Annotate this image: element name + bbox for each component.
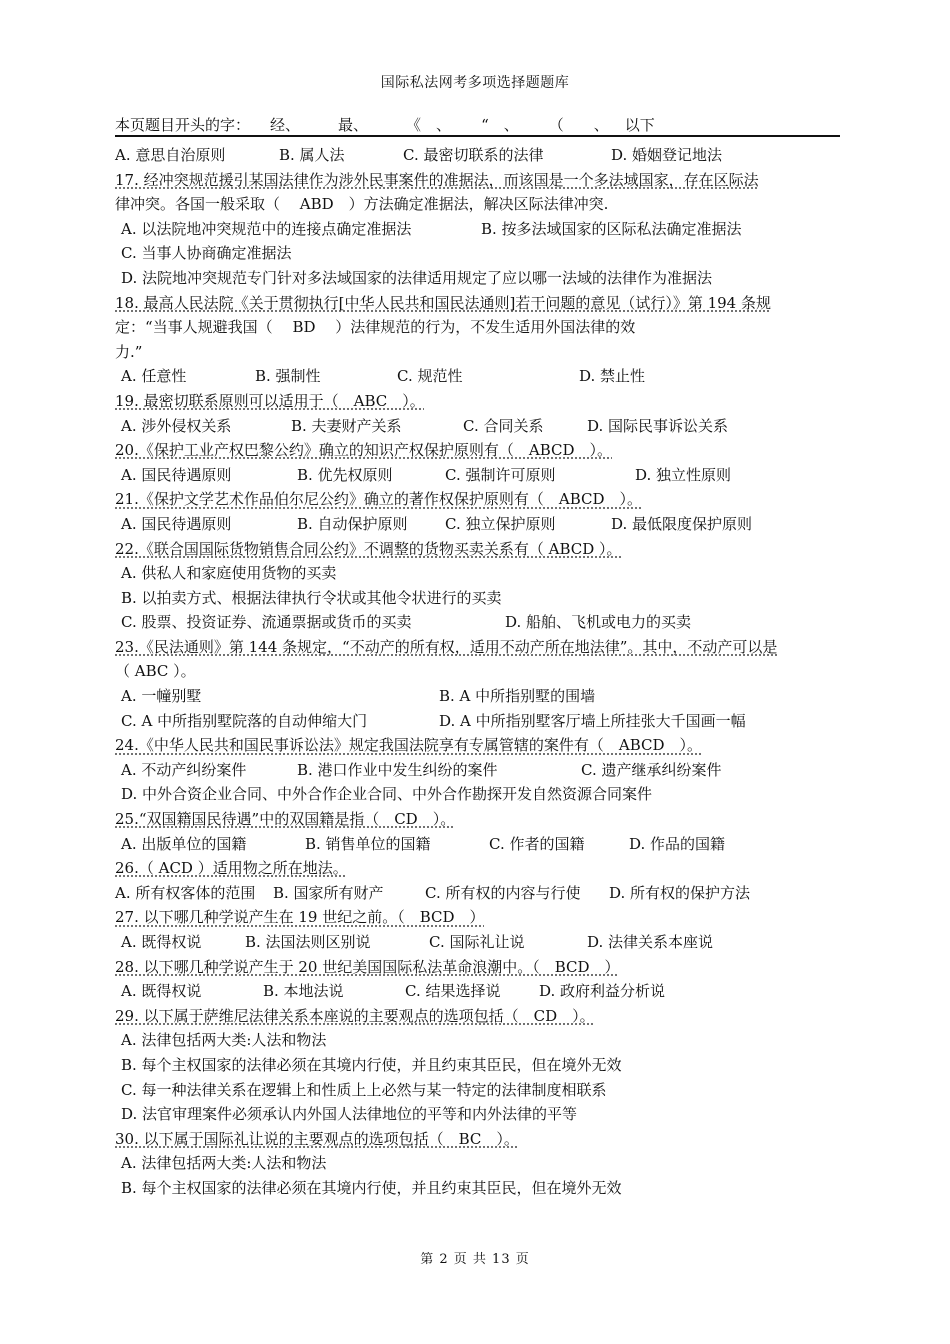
option: B. 夫妻财产关系 [291,416,402,435]
option-row [115,364,840,389]
option: B. 法国法则区别说 [245,933,371,951]
question-24: 24.《中华人民共和国民事诉讼法》规定我国法院享有专属管辖的案件有（ ABCD ）。 [115,736,702,755]
option: C. 独立保护原则 [445,514,556,533]
page-header: 国际私法网考多项选择题题库 [380,75,570,91]
topic-char: （ 、 [548,116,609,134]
option-row [115,881,840,906]
option: D. A 中所指别墅客厅墙上所挂张大千国画一幅 [439,711,746,730]
question-23: 23.《民法通则》第 144 条规定，“不动产的所有权，适用不动产所在地法律”。其中，不动产可以是 [115,637,778,656]
question-19: 19. 最密切联系原则可以适用于（ ABC ）。 [115,391,425,410]
option-row [115,463,840,488]
option: C. A 中所指别墅院落的自动伸缩大门 [121,711,368,730]
option: D. 法律关系本座说 [587,933,714,951]
option: B. 销售单位的国籍 [305,834,431,853]
option-row [115,709,840,734]
option: C. 遗产继承纠纷案件 [581,760,722,779]
option: A. 国民待遇原则 [121,514,232,533]
option: A. 意思自治原则 [115,146,226,164]
option-row [115,512,840,537]
option: C. 所有权的内容与行使 [425,883,581,902]
option: D. 国际民事诉讼关系 [587,416,729,435]
option: B. 港口作业中发生纠纷的案件 [297,760,498,779]
option: A. 国民待遇原则 [121,465,232,484]
option: B. 国家所有财产 [273,883,384,902]
option: A. 涉外侵权关系 [121,416,232,435]
option: D. 所有权的保护方法 [609,883,751,902]
option: C. 每一种法律关系在逻辑上和性质上上必然与某一特定的法律制度相联系 [121,1080,607,1099]
option-row [115,758,840,783]
option: A. 以法院地冲突规范中的连接点确定准据法 [121,219,412,238]
option: D. 船舶、飞机或电力的买卖 [505,613,692,632]
option: A. 不动产纠纷案件 [121,760,247,779]
option: D. 婚姻登记地法 [611,146,723,164]
option: A. 法律包括两大类:人法和物法 [121,1031,327,1050]
option: C. 强制许可原则 [445,465,556,484]
option-row [115,832,840,857]
option: A. 任意性 [121,367,187,386]
option: B. 属人法 [279,146,345,164]
option: A. 所有权客体的范围 [115,883,256,902]
option: C. 国际礼让说 [429,933,525,951]
question-20: 20.《保护工业产权巴黎公约》确立的知识产权保护原则有（ ABCD ）。 [115,441,612,460]
option: B. 每个主权国家的法律必须在其境内行使，并且约束其臣民，但在境外无效 [121,1178,622,1197]
option: A. 一幢别墅 [121,687,202,706]
option: B. 自动保护原则 [297,514,408,533]
option: A. 法律包括两大类:人法和物法 [121,1154,327,1173]
topic-char: 最、 [338,116,369,134]
option: D. 最低限度保护原则 [611,514,753,533]
option: B. 按多法域国家的区际私法确定准据法 [481,219,742,238]
question-17-cont: 律冲突。各国一般采取（ ABD ）方法确定准据法，解决区际法律冲突. [115,195,609,214]
question-21: 21.《保护文学艺术作品伯尔尼公约》确立的著作权保护原则有（ ABCD ）。 [115,490,642,509]
question-28: 28. 以下哪几种学说产生于 20 世纪美国国际私法革命浪潮中。（ BCD ） [115,957,620,976]
option: B. 每个主权国家的法律必须在其境内行使，并且约束其臣民，但在境外无效 [121,1055,622,1074]
topic-char: “ 、 [481,116,519,134]
option-row [115,143,840,168]
topic-bar-label: 本页题目开头的字： [115,116,251,134]
option-row [115,979,840,1004]
question-18: 18. 最高人民法院《关于贯彻执行[中华人民共和国民法通则]若干问题的意见（试行）》第 194 条规 [115,293,771,312]
option: C. 合同关系 [463,416,544,435]
option: D. 中外合资企业合同、中外合作企业合同、中外合作勘探开发自然资源合同案件 [121,785,653,804]
question-27: 27. 以下哪几种学说产生在 19 世纪之前。（ BCD ） [115,908,485,927]
question-29: 29. 以下属于萨维尼法律关系本座说的主要观点的选项包括（ CD ）。 [115,1006,595,1025]
option: D. 独立性原则 [635,465,732,484]
question-22: 22.《联合国国际货物销售合同公约》不调整的货物买卖关系有（ ABCD ）。 [115,539,622,558]
topic-char: 《 、 [406,116,452,134]
option: A. 既得权说 [121,933,202,951]
option: B. 强制性 [255,367,321,386]
question-23-cont: （ ABC ）。 [115,662,196,681]
topic-bar [115,116,840,137]
option: D. 禁止性 [579,367,646,386]
option: D. 政府利益分析说 [539,982,666,1001]
question-18-cont: 力.” [115,342,143,361]
option-row [115,414,840,439]
topic-char: 经、 [270,116,301,134]
option: C. 作者的国籍 [489,834,585,853]
question-17: 17. 经冲突规范援引某国法律作为涉外民事案件的准据法，而该国是一个多法域国家，存在区际法 [115,170,759,189]
option: C. 规范性 [397,367,463,386]
option: A. 供私人和家庭使用货物的买卖 [121,564,337,583]
option-row [115,217,840,242]
option: C. 股票、投资证券、流通票据或货币的买卖 [121,613,412,632]
question-30: 30. 以下属于国际礼让说的主要观点的选项包括（ BC ）。 [115,1129,519,1148]
option: D. 法院地冲突规范专门针对多法域国家的法律适用规定了应以哪一法域的法律作为准据法 [121,268,713,287]
option-row [115,610,840,635]
option: C. 当事人协商确定准据法 [121,244,292,263]
option: B. A 中所指别墅的围墙 [439,687,596,706]
question-18-cont: 定：“当事人规避我国（ BD ）法律规范的行为，不发生适用外国法律的效 [115,318,636,337]
option: B. 优先权原则 [297,465,393,484]
option-row [115,930,840,955]
document-body [115,116,840,1201]
page-footer: 第 2 页 共 13 页 [420,1252,530,1267]
option: A. 既得权说 [121,982,202,1001]
topic-char: 以下 [624,116,655,134]
option: D. 作品的国籍 [629,834,726,853]
option: B. 以拍卖方式、根据法律执行令状或其他令状进行的买卖 [121,588,502,607]
option: B. 本地法说 [263,982,344,1001]
option: A. 出版单位的国籍 [121,834,247,853]
option: D. 法官审理案件必须承认内外国人法律地位的平等和内外法律的平等 [121,1105,578,1124]
question-26: 26.（ ACD ）适用物之所在地法。 [115,859,348,878]
option-row [115,684,840,709]
option: C. 结果选择说 [405,982,501,1001]
option: C. 最密切联系的法律 [403,146,544,164]
question-25: 25.“双国籍国民待遇”中的双国籍是指（ CD ）。 [115,810,456,829]
